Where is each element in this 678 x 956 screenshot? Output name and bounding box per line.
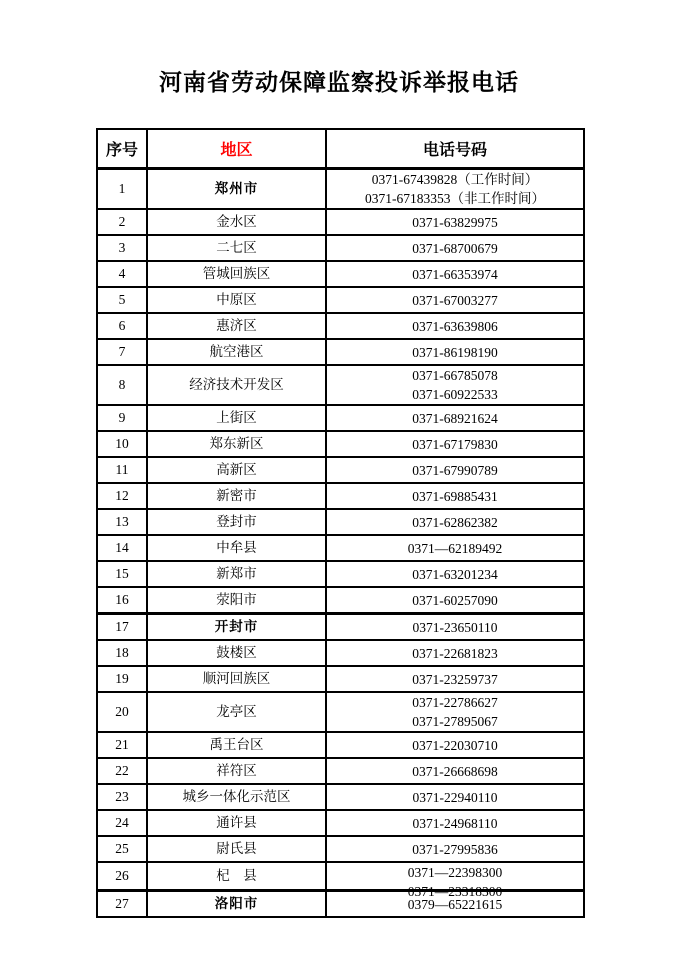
row-index-cell: 7 (97, 339, 147, 365)
phone-line: 0379—65221615 (407, 896, 503, 912)
region-cell: 杞 县 (147, 862, 326, 891)
phone-directory-table (96, 128, 585, 918)
row-index-cell: 8 (97, 365, 147, 405)
phone-line: 0371—62189492 (407, 540, 503, 556)
phone-line: 0371-67439828（工作时间） (371, 172, 539, 187)
phone-line: 0371-60922533 (412, 387, 498, 402)
phone-line: 0371-67990789 (412, 462, 498, 478)
phone-line: 0371-63639806 (412, 318, 498, 334)
phone-lines (327, 487, 583, 506)
row-index-cell: 14 (97, 535, 147, 561)
row-index-cell: 10 (97, 431, 147, 457)
row-index-cell: 17 (97, 614, 147, 641)
region-cell: 城乡一体化示范区 (147, 784, 326, 810)
phone-cell (326, 405, 584, 431)
phone-lines (327, 435, 583, 454)
table-row (97, 235, 584, 261)
row-index-cell: 21 (97, 732, 147, 758)
phone-cell (326, 836, 584, 862)
phone-lines (327, 762, 583, 781)
region-cell: 龙亭区 (147, 692, 326, 732)
phone-lines (327, 343, 583, 362)
phone-lines (327, 317, 583, 336)
phone-cell (326, 365, 584, 405)
row-index-cell: 18 (97, 640, 147, 666)
table-row (97, 587, 584, 614)
phone-cell (326, 509, 584, 535)
phone-line: 0371-67179830 (412, 436, 498, 452)
row-index-cell: 16 (97, 587, 147, 614)
phone-lines (327, 693, 583, 731)
row-index-cell: 12 (97, 483, 147, 509)
row-index-cell: 4 (97, 261, 147, 287)
phone-line: 0371-60257090 (412, 592, 498, 608)
phone-lines (327, 170, 583, 208)
phone-cell (326, 666, 584, 692)
phone-cell (326, 169, 584, 210)
region-cell: 上街区 (147, 405, 326, 431)
phone-cell (326, 784, 584, 810)
phone-line: 0371-66785078 (412, 368, 498, 383)
row-index-cell: 5 (97, 287, 147, 313)
phone-cell (326, 561, 584, 587)
phone-lines (327, 895, 583, 914)
table-row (97, 313, 584, 339)
table-row (97, 862, 584, 891)
phone-lines (327, 863, 583, 899)
row-index-cell: 9 (97, 405, 147, 431)
region-cell: 新密市 (147, 483, 326, 509)
table-row (97, 784, 584, 810)
table-row (97, 509, 584, 535)
phone-lines (327, 409, 583, 428)
phone-line: 0371-22030710 (412, 737, 498, 753)
row-index-cell: 22 (97, 758, 147, 784)
region-cell: 高新区 (147, 457, 326, 483)
table-row (97, 561, 584, 587)
phone-lines (327, 644, 583, 663)
phone-cell (326, 732, 584, 758)
phone-lines (327, 814, 583, 833)
page-title: 河南省劳动保障监察投诉举报电话 (159, 70, 519, 95)
phone-lines (327, 291, 583, 310)
phone-cell (326, 614, 584, 641)
header-cell-region: 地区 (147, 129, 326, 169)
row-index-cell: 27 (97, 891, 147, 918)
row-index-cell: 13 (97, 509, 147, 535)
phone-line: 0371-67183353（非工作时间） (365, 191, 545, 206)
phone-cell (326, 587, 584, 614)
phone-cell (326, 640, 584, 666)
region-cell: 航空港区 (147, 339, 326, 365)
region-cell: 中牟县 (147, 535, 326, 561)
header-cell-phone: 电话号码 (326, 129, 584, 169)
phone-line: 0371-24968110 (412, 815, 498, 831)
phone-lines (327, 788, 583, 807)
phone-lines (327, 461, 583, 480)
region-cell: 荥阳市 (147, 587, 326, 614)
row-index-cell: 11 (97, 457, 147, 483)
phone-line: 0371-68700679 (412, 240, 498, 256)
phone-cell (326, 261, 584, 287)
phone-line: 0371-22786627 (412, 695, 498, 710)
phone-line: 0371-26668698 (412, 763, 498, 779)
row-index-cell: 15 (97, 561, 147, 587)
table-row (97, 614, 584, 641)
phone-line: 0371-23259737 (412, 671, 498, 687)
phone-cell (326, 431, 584, 457)
row-index-cell: 26 (97, 862, 147, 891)
table-row (97, 810, 584, 836)
phone-line: 0371-27995836 (412, 841, 498, 857)
table-row (97, 836, 584, 862)
phone-lines (327, 213, 583, 232)
phone-cell (326, 209, 584, 235)
region-cell: 登封市 (147, 509, 326, 535)
region-cell: 中原区 (147, 287, 326, 313)
phone-lines (327, 366, 583, 404)
table-row (97, 287, 584, 313)
region-cell: 尉氏县 (147, 836, 326, 862)
table-header (97, 129, 584, 169)
phone-line: 0371-23650110 (412, 619, 498, 635)
header-cell-index: 序号 (97, 129, 147, 169)
phone-lines (327, 736, 583, 755)
table-row (97, 339, 584, 365)
table-row (97, 457, 584, 483)
row-index-cell: 6 (97, 313, 147, 339)
phone-cell (326, 692, 584, 732)
region-cell: 金水区 (147, 209, 326, 235)
region-cell: 鼓楼区 (147, 640, 326, 666)
phone-line: 0371-86198190 (412, 344, 498, 360)
phone-cell (326, 457, 584, 483)
phone-line: 0371-62862382 (412, 514, 498, 530)
row-index-cell: 2 (97, 209, 147, 235)
phone-cell (326, 535, 584, 561)
table-row (97, 365, 584, 405)
region-cell: 二七区 (147, 235, 326, 261)
row-index-cell: 1 (97, 169, 147, 210)
row-index-cell: 3 (97, 235, 147, 261)
table-row (97, 535, 584, 561)
phone-lines (327, 539, 583, 558)
phone-line: 0371-22681823 (412, 645, 498, 661)
phone-line: 0371—23318300 (407, 884, 503, 899)
phone-lines (327, 840, 583, 859)
region-cell: 管城回族区 (147, 261, 326, 287)
phone-line: 0371—22398300 (407, 865, 503, 880)
table-row (97, 209, 584, 235)
region-cell: 新郑市 (147, 561, 326, 587)
phone-lines (327, 513, 583, 532)
phone-lines (327, 565, 583, 584)
region-cell: 禹王台区 (147, 732, 326, 758)
region-cell: 顺河回族区 (147, 666, 326, 692)
region-cell: 经济技术开发区 (147, 365, 326, 405)
phone-cell (326, 891, 584, 918)
phone-cell (326, 313, 584, 339)
region-cell: 开封市 (147, 614, 326, 641)
phone-line: 0371-69885431 (412, 488, 498, 504)
phone-line: 0371-63829975 (412, 214, 498, 230)
region-cell: 惠济区 (147, 313, 326, 339)
phone-lines (327, 618, 583, 637)
region-cell: 通许县 (147, 810, 326, 836)
phone-lines (327, 591, 583, 610)
phone-line: 0371-67003277 (412, 292, 498, 308)
table-row (97, 169, 584, 210)
row-index-cell: 23 (97, 784, 147, 810)
region-cell: 郑东新区 (147, 431, 326, 457)
phone-lines (327, 239, 583, 258)
phone-cell (326, 483, 584, 509)
table-row (97, 758, 584, 784)
row-index-cell: 19 (97, 666, 147, 692)
region-cell: 郑州市 (147, 169, 326, 210)
phone-line: 0371-22940110 (412, 789, 498, 805)
table-row (97, 692, 584, 732)
region-cell: 洛阳市 (147, 891, 326, 918)
phone-line: 0371-68921624 (412, 410, 498, 426)
table-row (97, 640, 584, 666)
phone-cell (326, 235, 584, 261)
table-row (97, 405, 584, 431)
phone-cell (326, 339, 584, 365)
table-row (97, 732, 584, 758)
table-row (97, 261, 584, 287)
phone-cell (326, 287, 584, 313)
phone-lines (327, 670, 583, 689)
phone-line: 0371-63201234 (412, 566, 498, 582)
table-row (97, 891, 584, 918)
phone-cell (326, 862, 584, 899)
region-cell: 祥符区 (147, 758, 326, 784)
row-index-cell: 20 (97, 692, 147, 732)
row-index-cell: 24 (97, 810, 147, 836)
table-body (97, 169, 584, 918)
phone-line: 0371-66353974 (412, 266, 498, 282)
table-header-row (97, 129, 584, 169)
table-row (97, 431, 584, 457)
phone-cell (326, 758, 584, 784)
phone-lines (327, 265, 583, 284)
phone-line: 0371-27895067 (412, 714, 498, 729)
row-index-cell: 25 (97, 836, 147, 862)
table-row (97, 666, 584, 692)
phone-cell (326, 810, 584, 836)
table-row (97, 483, 584, 509)
